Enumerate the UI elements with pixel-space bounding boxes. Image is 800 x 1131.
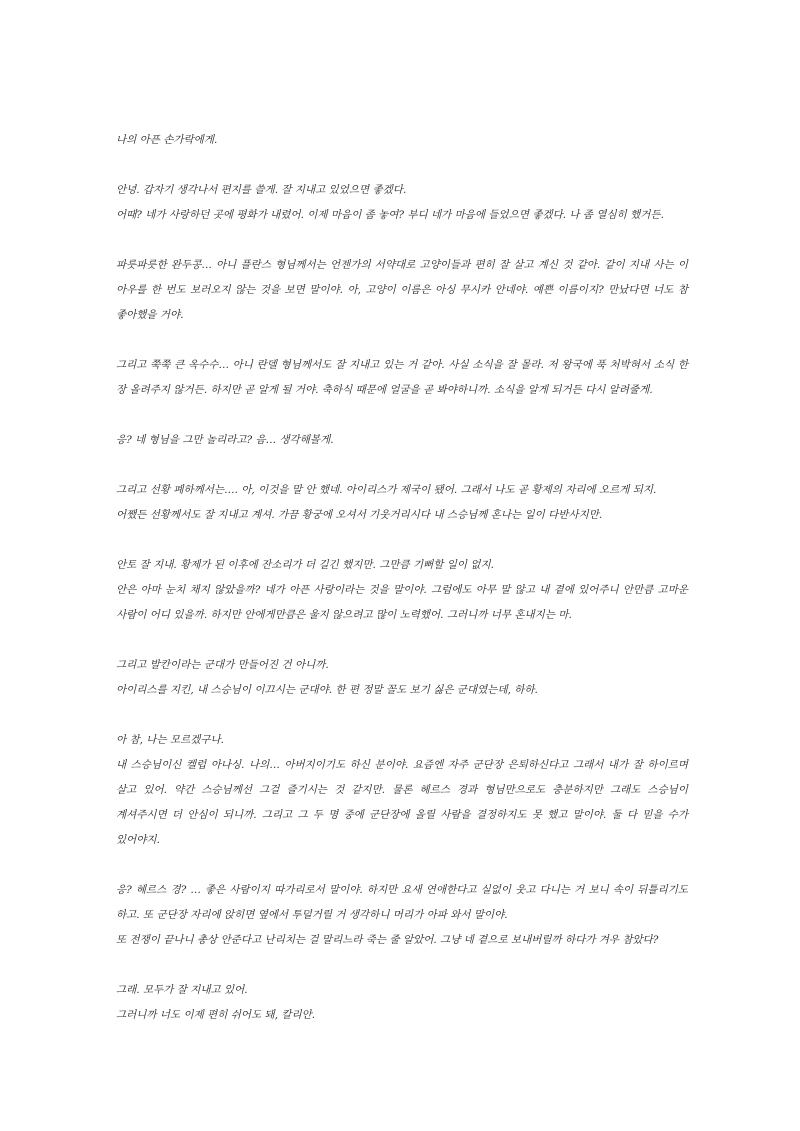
paragraph-2: 파릇파릇한 완두콩… 아니 플란스 형님께서는 언젠가의 서약대로 고양이들과 편히 잘 살고 계신 것 같아. 같이 지내 사는 이 아우를 한 번도 보러오지 않는 것을 보면 말이야. 아, 고양이 이름은 아싱 무시카 안네야. 예쁜 이름이지? 만났다면 너도 참 좋아했을 거야.: [116, 259, 688, 321]
letter-body: [116, 128, 688, 1028]
paragraph-7-line-1: 그리고 발칸이라는 군대가 만들어진 건 아니까.: [116, 659, 329, 671]
paragraph-1-line-2: 어때? 네가 사랑하던 곳에 평화가 내렸어. 이제 마음이 좀 놓여? 부디 네가 마음에 들었으면 좋겠다. 나 좀 열심히 했거든.: [116, 209, 664, 221]
paragraph-gap: [116, 528, 688, 553]
paragraph-9-line-4: 또 전쟁이 끝나니 총상 안준다고 난리치는 걸 말리느라 죽는 줄 알았어. 그냥 네 곁으로 보내버릴까 하다가 겨우 참았다?: [116, 934, 659, 946]
letter-salutation: 나의 아픈 손가락에게.: [116, 134, 218, 146]
paragraph-8-line-1: 아 참, 나는 모르겠구나.: [116, 734, 224, 746]
paragraph-gap: [116, 403, 688, 428]
paragraph-5-line-1: 그리고 선황 폐하께서는…. 아, 이것을 말 안 했네. 아이리스가 제국이 됐어. 그래서 나도 곧 황제의 자리에 오르게 되지.: [116, 484, 657, 496]
paragraph-8-rest: 내 스승님이신 켈럽 아나싱. 나의… 아버지이기도 하신 분이야. 요즘엔 자주 군단장 은퇴하신다고 그래서 내가 잘 하이르며 살고 있어. 약간 스승님께선 그걸 즐기시는 것 같지만. 물론 헤르스 경과 형님만으로도 충분하지만 그래도 스승님이 계셔주시면 더 안심이 되니까. 그리고 그 두 명 중에 군단장에 올릴 사람을 결정하지도 못 했고 말이야. 둘 다 믿을 수가 있어야지.: [116, 759, 688, 846]
paragraph-10-line-2: 그러니까 너도 이제 편히 쉬어도 돼, 칼리안.: [116, 1009, 316, 1021]
paragraph-10-line-1: 그래. 모두가 잘 지내고 있어.: [116, 984, 248, 996]
paragraph-gap: [116, 453, 688, 478]
paragraph-1-line-1: 안녕. 갑자기 생각나서 편지를 쓸게. 잘 지내고 있었으면 좋겠다.: [116, 184, 407, 196]
paragraph-gap: [116, 228, 688, 253]
paragraph-7-line-2: 아이리스를 지킨, 내 스승님이 이끄시는 군대야. 한 편 정말 꼴도 보기 싫은 군대였는데, 하하.: [116, 684, 538, 696]
paragraph-gap: [116, 703, 688, 728]
paragraph-6-line-1: 안토 잘 지내. 황제가 된 이후에 잔소리가 더 길긴 했지만. 그만큼 기뻐할 일이 없지.: [116, 559, 494, 571]
paragraph-6-rest: 안은 아마 눈치 채지 않았을까? 네가 아픈 사랑이라는 것을 말이야. 그럼에도 아무 말 않고 내 곁에 있어주니 안만큼 고마운 사람이 어디 있을까. 하지만 안에게만큼은 울지 않으려고 많이 노력했어. 그러니까 너무 혼내지는 마.: [116, 584, 688, 621]
paragraph-gap: [116, 328, 688, 353]
paragraph-4: 응? 네 형님을 그만 놀리라고? 음… 생각해볼게.: [116, 434, 334, 446]
paragraph-3: 그리고 쭉쭉 큰 옥수수… 아니 란델 형님께서도 잘 지내고 있는 거 같아. 사실 소식을 잘 몰라. 저 왕국에 푹 처박혀서 소식 한 장 올려주지 않거든. 하지만 곧 알게 될 거야. 축하식 때문에 얼굴을 곧 봐야하니까. 소식을 알게 되거든 다시 알려줄게.: [116, 359, 688, 396]
paragraph-5-line-2: 어쨌든 선황께서도 잘 지내고 계셔. 가끔 황궁에 오셔서 기웃거리시다 내 스승님께 혼나는 일이 다반사지만.: [116, 509, 603, 521]
paragraph-gap: [116, 853, 688, 878]
paragraph-gap: [116, 153, 688, 178]
paragraph-9-rest: 응? 헤르스 경? … 좋은 사람이지 따가리로서 말이야. 하지만 요새 연애한다고 실없이 웃고 다니는 거 보니 속이 뒤틀리기도 하고. 또 군단장 자리에 앉히면 옆에서 투덜거릴 거 생각하니 머리가 아파 와서 말이야.: [116, 884, 688, 921]
paragraph-gap: [116, 628, 688, 653]
paragraph-gap: [116, 953, 688, 978]
